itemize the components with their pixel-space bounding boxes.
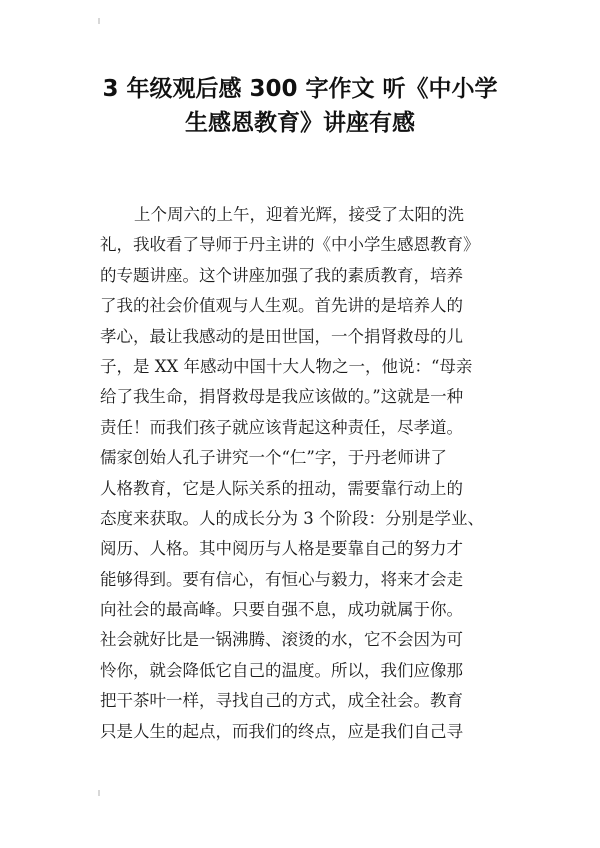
body-line: 能够得到。要有信心，有恒心与毅力，将来才会走 xyxy=(100,569,463,589)
body-line: 给了我生命，捐肾救母是我应该做的。”这就是一种 xyxy=(100,387,464,407)
body-line: 上个周六的上午，迎着光辉，接受了太阳的洗 xyxy=(134,205,464,224)
body-line: 只是人生的起点，而我们的终点，应是我们自己寻 xyxy=(100,721,463,741)
body-line: 孝心，最让我感动的是田世国，一个捐肾救母的儿 xyxy=(100,326,463,346)
body-line: 人格教育，它是人际关系的扭动，需要靠行动上的 xyxy=(100,478,463,498)
body-line: 子，是 XX 年感动中国十大人物之一，他说：“母亲 xyxy=(100,356,473,376)
body-line: 责任！而我们孩子就应该背起这种责任，尽孝道。 xyxy=(100,417,463,437)
corner-mark xyxy=(98,18,100,24)
body-line: 礼，我收看了导师于丹主讲的《中小学生感恩教育》 xyxy=(100,235,480,255)
document-body xyxy=(100,200,510,747)
title-line-2: 生感恩教育》讲座有感 xyxy=(185,110,415,136)
body-line: 儒家创始人孔子讲究一个“仁”字，于丹老师讲了 xyxy=(100,448,447,468)
body-line: 态度来获取。人的成长分为 3 个阶段：分别是学业、 xyxy=(100,508,484,528)
body-line: 怜你，就会降低它自己的温度。所以，我们应像那 xyxy=(100,660,463,680)
title-line-1: 3 年级观后感 300 字作文 听《中小学 xyxy=(102,76,498,102)
body-line: 了我的社会价值观与人生观。首先讲的是培养人的 xyxy=(100,296,463,316)
corner-mark xyxy=(98,790,100,796)
body-line: 阅历、人格。其中阅历与人格是要靠自己的努力才 xyxy=(100,539,463,559)
document-title xyxy=(60,72,540,140)
body-line: 社会就好比是一锅沸腾、滚烫的水，它不会因为可 xyxy=(100,630,463,650)
body-line: 把干茶叶一样，寻找自己的方式，成全社会。教育 xyxy=(100,691,463,711)
body-line: 的专题讲座。这个讲座加强了我的素质教育，培养 xyxy=(100,265,463,285)
body-line: 向社会的最高峰。只要自强不息，成功就属于你。 xyxy=(100,600,463,620)
